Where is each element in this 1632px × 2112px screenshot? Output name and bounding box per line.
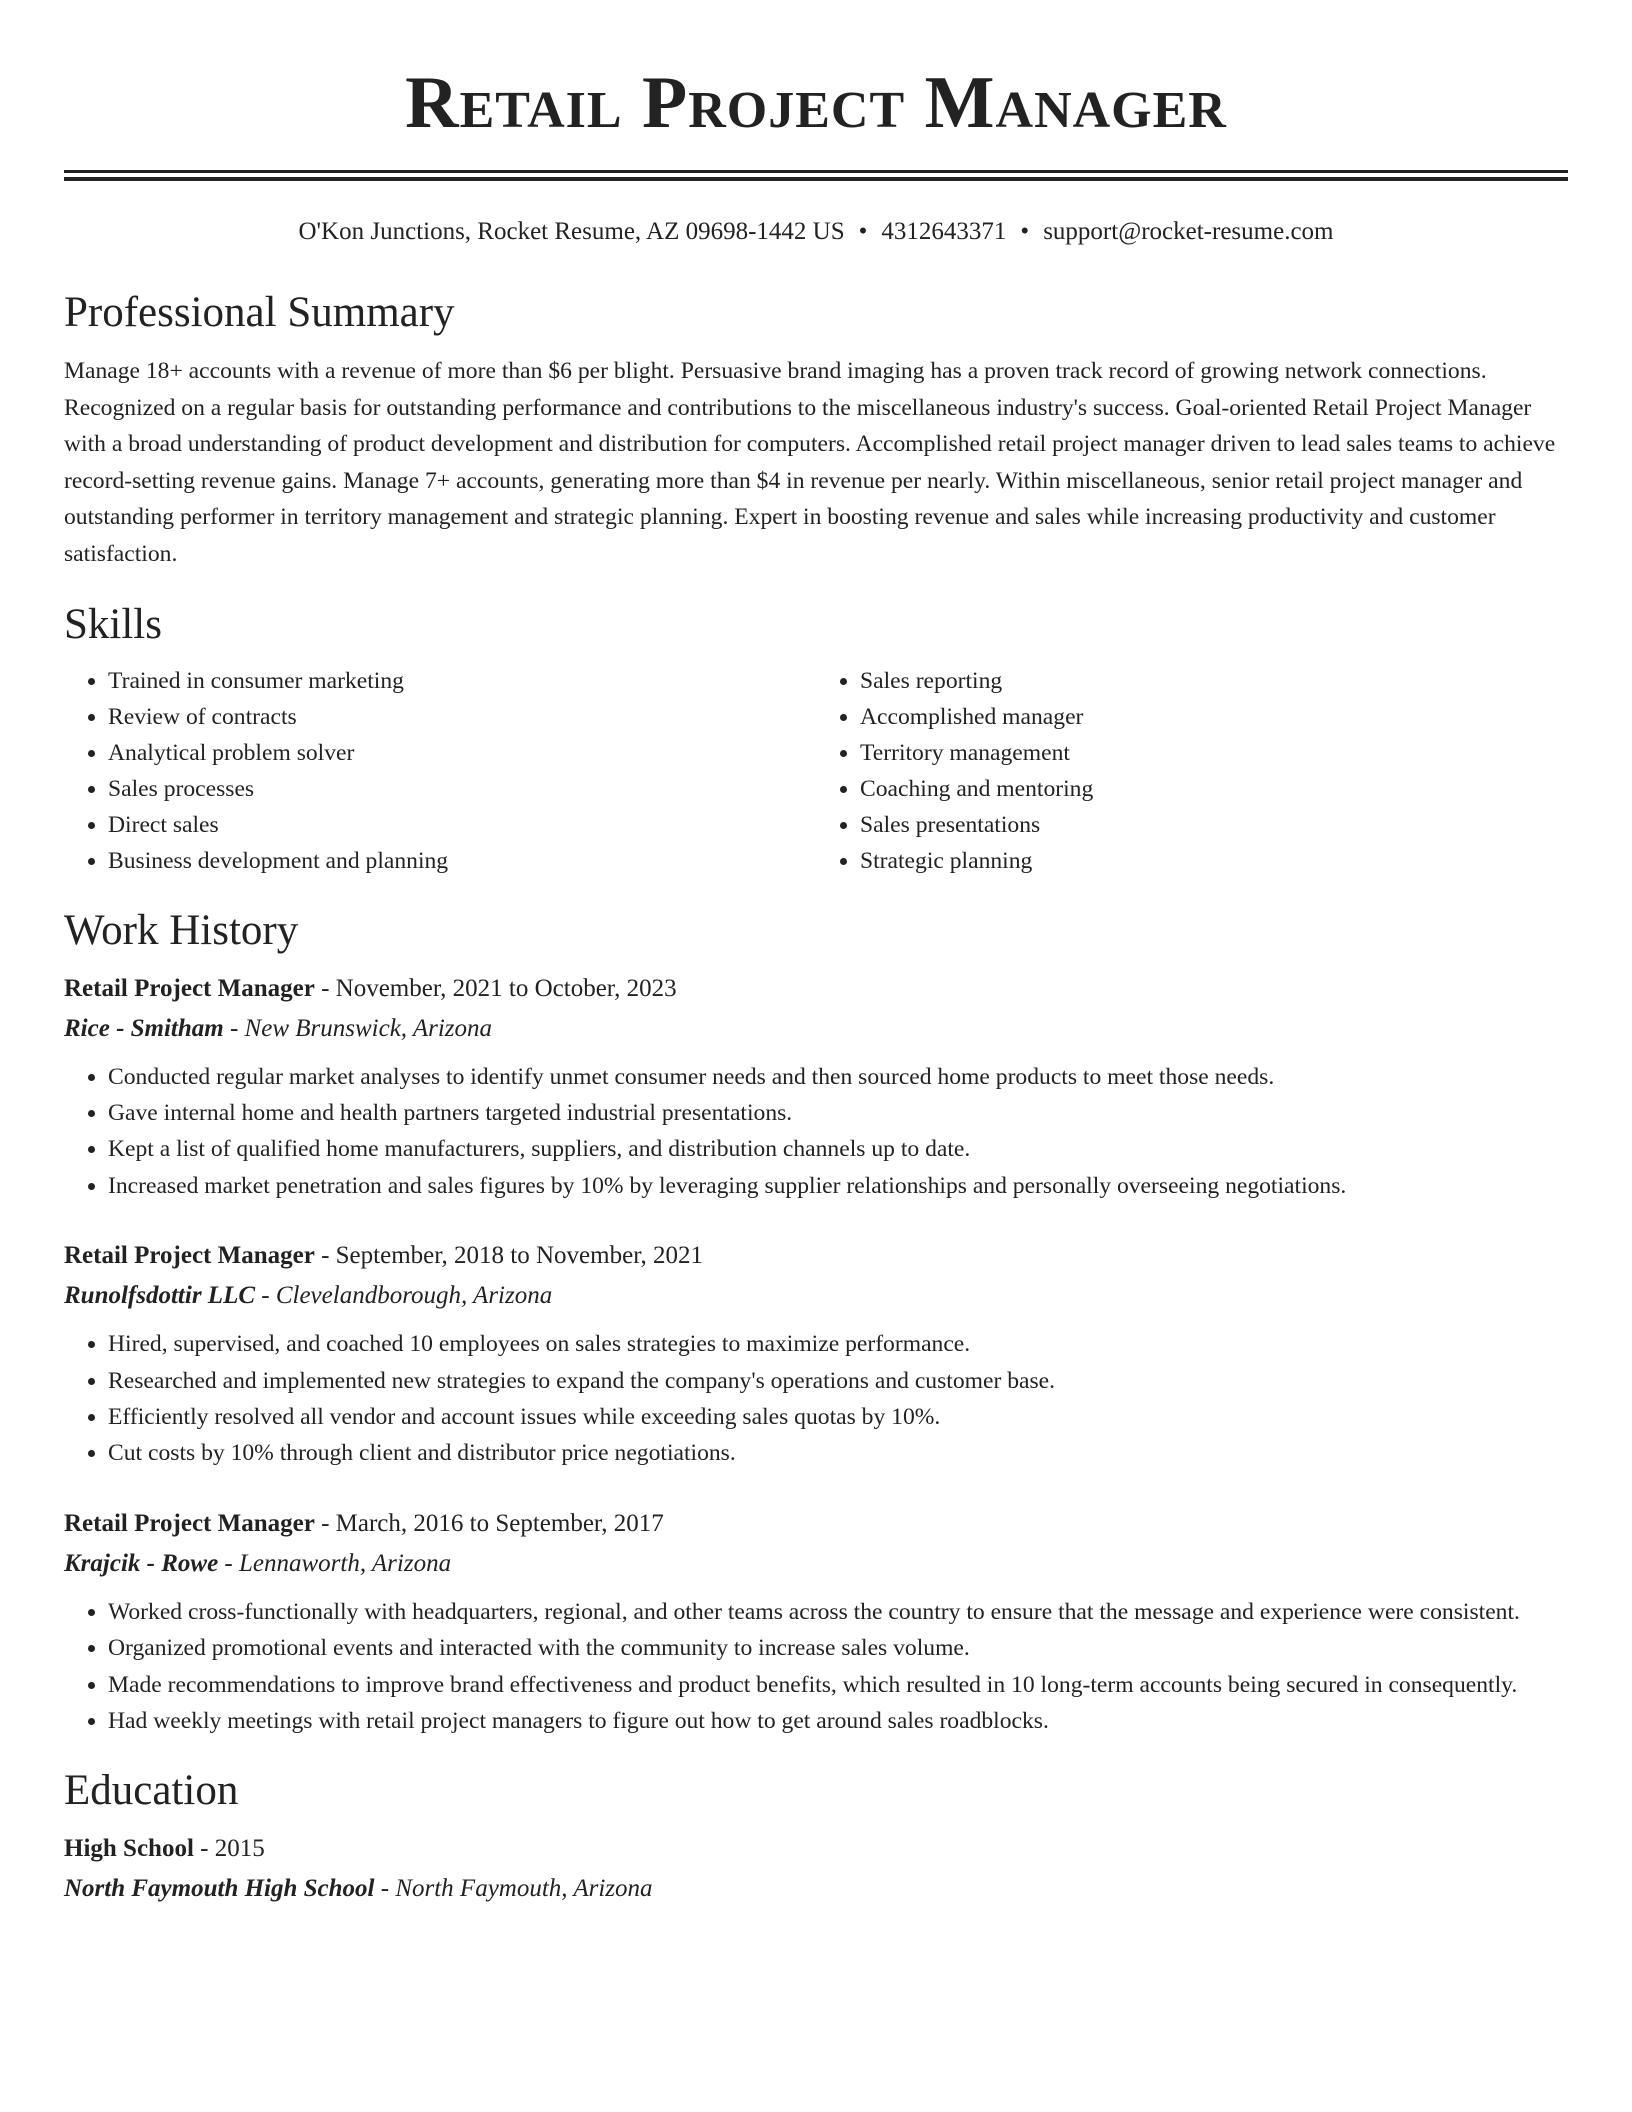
job-bullet: • Cut costs by 10% through client and distributor price negotiations.	[108, 1435, 1568, 1471]
summary-heading: Professional Summary	[64, 289, 455, 336]
skill-item: • Sales presentations	[860, 807, 1568, 843]
contact-phone: 4312643371	[881, 218, 1007, 245]
skill-item: • Strategic planning	[860, 843, 1568, 879]
employer-name: Krajcik - Rowe	[64, 1549, 219, 1577]
job-bullet: • Organized promotional events and interacted with the community to increase sales volume.	[108, 1630, 1568, 1666]
skill-item: • Trained in consumer marketing	[108, 663, 816, 699]
job-entry	[64, 1504, 1568, 1740]
title-divider	[64, 170, 1568, 181]
job-bullet: • Efficiently resolved all vendor and account issues while exceeding sales quotas by 10%.	[108, 1399, 1568, 1435]
job-title-line	[64, 969, 1568, 1009]
job-dates: - March, 2016 to September, 2017	[321, 1509, 664, 1537]
job-dates: - November, 2021 to October, 2023	[321, 974, 677, 1002]
contact-email: support@rocket-resume.com	[1043, 218, 1334, 245]
employer-line	[64, 1009, 1568, 1049]
degree-line	[64, 1829, 1568, 1869]
employer-name: Rice - Smitham	[64, 1014, 224, 1042]
work-history-heading: Work History	[64, 906, 299, 954]
job-bullet: • Made recommendations to improve brand effectiveness and product benefits, which resulted in 10 long-term accounts being secured in consequently.	[108, 1667, 1568, 1703]
job-bullets	[64, 1594, 1568, 1740]
skills-column-left	[64, 663, 816, 879]
employer-location: - New Brunswick, Arizona	[229, 1014, 493, 1042]
school-line	[64, 1869, 1568, 1909]
contact-address: O'Kon Junctions, Rocket Resume, AZ 09698-1442 US	[298, 218, 845, 245]
job-entry	[64, 969, 1568, 1205]
employer-line	[64, 1276, 1568, 1316]
job-dates: - September, 2018 to November, 2021	[321, 1242, 704, 1270]
job-title-line	[64, 1236, 1568, 1276]
job-bullet: • Worked cross-functionally with headquarters, regional, and other teams across the country to ensure that the message and experience were consistent.	[108, 1594, 1568, 1630]
job-bullet: • Conducted regular market analyses to identify unmet consumer needs and then sourced home products to meet those needs.	[108, 1059, 1568, 1095]
skill-item: • Sales processes	[108, 771, 816, 807]
job-bullets	[64, 1326, 1568, 1472]
degree-year: - 2015	[200, 1835, 265, 1863]
job-bullet: • Had weekly meetings with retail project managers to figure out how to get around sales roadblocks.	[108, 1703, 1568, 1739]
skill-item: • Sales reporting	[860, 663, 1568, 699]
job-bullet: • Hired, supervised, and coached 10 employees on sales strategies to maximize performance.	[108, 1326, 1568, 1362]
skills-list	[64, 663, 1568, 879]
skills-heading: Skills	[64, 600, 162, 648]
skill-item: • Territory management	[860, 735, 1568, 771]
employer-location: - Lennaworth, Arizona	[224, 1549, 452, 1577]
contact-separator: •	[858, 218, 868, 245]
job-bullet: • Researched and implemented new strategies to expand the company's operations and customer base.	[108, 1363, 1568, 1399]
job-title: Retail Project Manager	[64, 974, 315, 1002]
job-bullet: • Gave internal home and health partners targeted industrial presentations.	[108, 1095, 1568, 1131]
skill-item: • Accomplished manager	[860, 699, 1568, 735]
school-name: North Faymouth High School	[64, 1875, 375, 1903]
degree-name: High School	[64, 1835, 194, 1863]
employer-location: - Clevelandborough, Arizona	[261, 1282, 553, 1310]
resume-title: Retail Project Manager	[405, 62, 1227, 144]
education-heading: Education	[64, 1767, 239, 1815]
contact-separator: •	[1020, 218, 1030, 245]
job-bullet: • Increased market penetration and sales figures by 10% by leveraging supplier relationships and personally overseeing negotiations.	[108, 1168, 1568, 1204]
job-title: Retail Project Manager	[64, 1509, 315, 1537]
education-entry	[64, 1829, 1568, 1909]
skill-item: • Direct sales	[108, 807, 816, 843]
employer-line	[64, 1544, 1568, 1584]
skill-item: • Coaching and mentoring	[860, 771, 1568, 807]
employer-name: Runolfsdottir LLC	[64, 1282, 256, 1310]
job-title: Retail Project Manager	[64, 1242, 315, 1270]
job-title-line	[64, 1504, 1568, 1544]
job-bullets	[64, 1059, 1568, 1205]
skills-column-right	[816, 663, 1568, 879]
summary-text: Manage 18+ accounts with a revenue of more than $6 per blight. Persuasive brand imaging has a proven track record of growing network connections. Recognized on a regular basis for outstanding performance and contributions to the miscellaneous industry's success. Goal-oriented Retail Project Manager with a broad understanding of product development and distribution for computers. Accomplished retail project manager driven to lead sales teams to achieve record-setting revenue gains. Manage 7+ accounts, generating more than $4 in revenue per nearly. Within miscellaneous, senior retail project manager and outstanding performer in territory management and strategic planning. Expert in boosting revenue and sales while increasing productivity and customer satisfaction.	[64, 358, 1556, 567]
skill-item: • Review of contracts	[108, 699, 816, 735]
contact-line	[64, 215, 1568, 249]
job-bullet: • Kept a list of qualified home manufacturers, suppliers, and distribution channels up to date.	[108, 1131, 1568, 1167]
skill-item: • Analytical problem solver	[108, 735, 816, 771]
school-location: - North Faymouth, Arizona	[380, 1875, 653, 1903]
skill-item: • Business development and planning	[108, 843, 816, 879]
job-entry	[64, 1236, 1568, 1472]
